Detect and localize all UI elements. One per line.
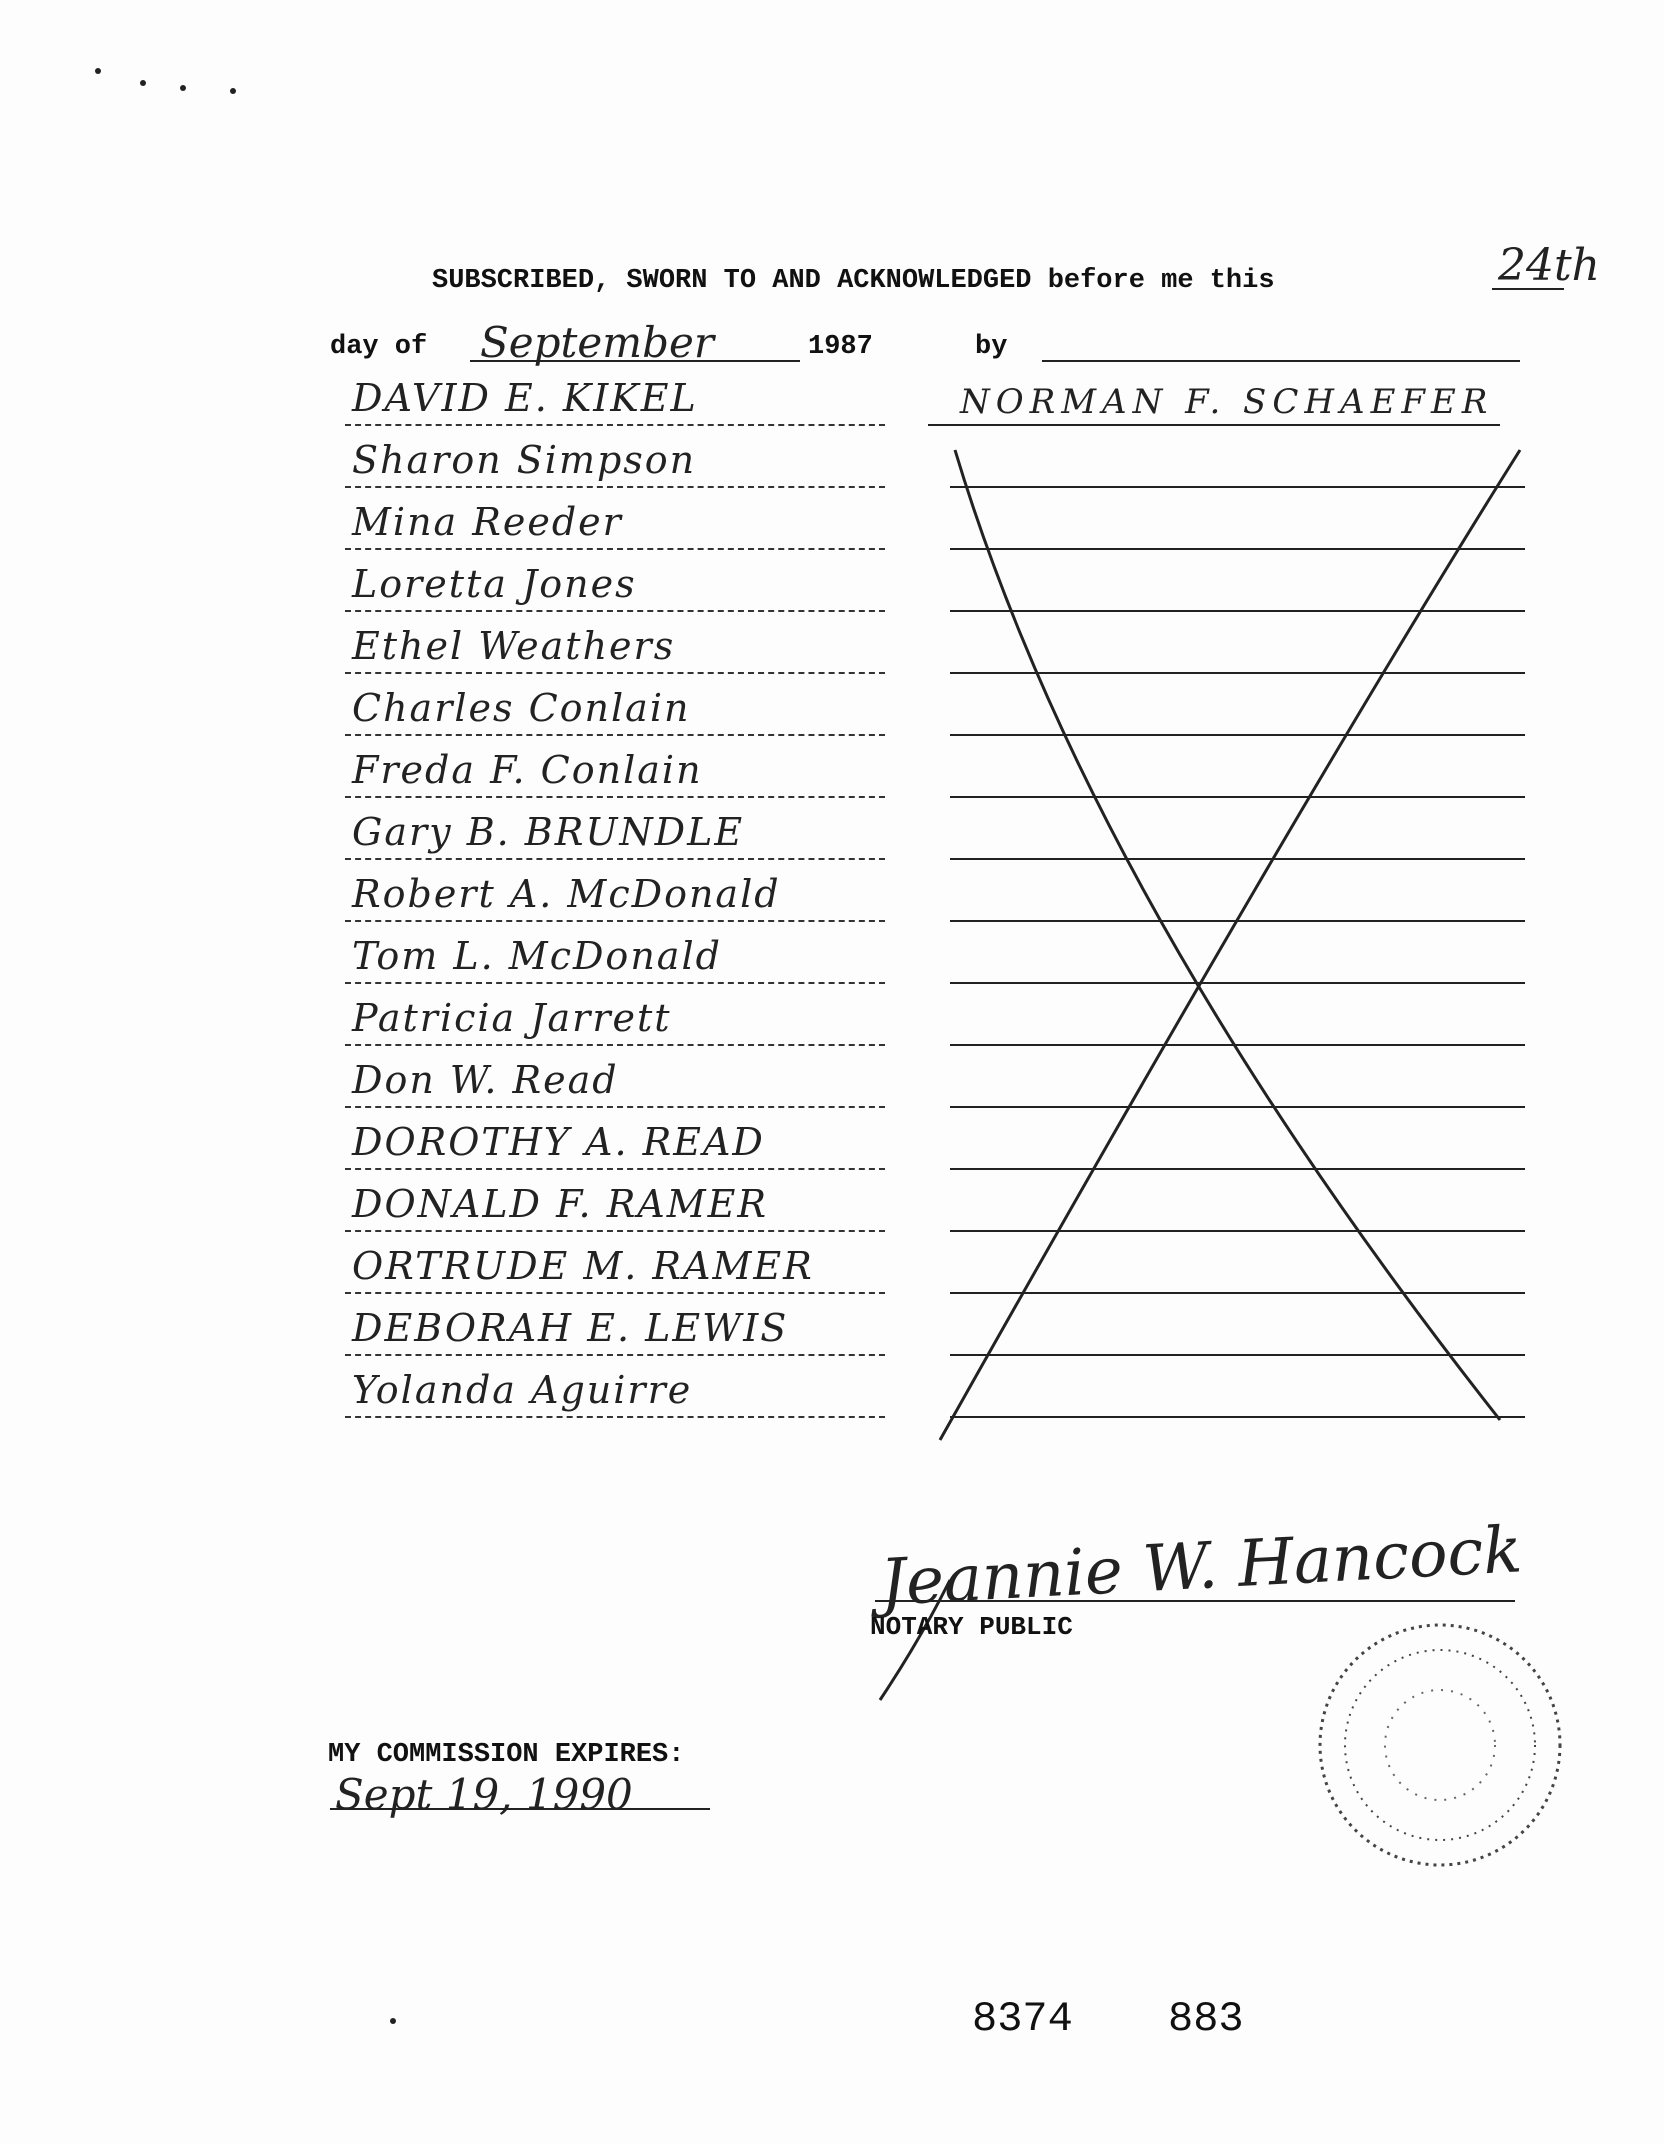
signature-left: DONALD F. RAMER xyxy=(352,1182,769,1226)
signature-left: Patricia Jarrett xyxy=(352,996,672,1040)
signature-left: Mina Reeder xyxy=(352,500,623,544)
commission-underline xyxy=(330,1808,710,1810)
day-of-label: day of xyxy=(330,332,428,362)
document-number-b: 883 xyxy=(1168,1995,1244,2043)
signature-left: Yolanda Aguirre xyxy=(352,1368,693,1412)
oath-statement: SUBSCRIBED, SWORN TO AND ACKNOWLEDGED before me this xyxy=(432,266,1275,296)
signature-left: DEBORAH E. LEWIS xyxy=(352,1306,789,1350)
commission-label: MY COMMISSION EXPIRES: xyxy=(328,1740,685,1770)
signature-left: ORTRUDE M. RAMER xyxy=(352,1244,814,1288)
document-number-a: 8374 xyxy=(972,1995,1073,2043)
signature-left: Charles Conlain xyxy=(352,686,691,730)
notary-public-label: NOTARY PUBLIC xyxy=(870,1612,1073,1642)
signature-left: Don W. Read xyxy=(352,1058,619,1102)
signature-left: Sharon Simpson xyxy=(352,438,697,482)
day-value: 24th xyxy=(1498,240,1601,291)
commission-date: Sept 19, 1990 xyxy=(335,1770,633,1819)
signature-right-1: NORMAN F. SCHAEFER xyxy=(960,382,1494,422)
signature-left: DAVID E. KIKEL xyxy=(352,376,698,420)
notary-signature: Jeannie W. Hancock xyxy=(878,1513,1524,1621)
by-label: by xyxy=(975,332,1008,362)
month-value: September xyxy=(480,318,714,367)
signature-left: Ethel Weathers xyxy=(352,624,676,668)
signature-left: Robert A. McDonald xyxy=(352,872,781,916)
notary-seal xyxy=(1300,1600,1580,1890)
signature-left: Gary B. BRUNDLE xyxy=(352,810,745,854)
signature-left: Tom L. McDonald xyxy=(352,934,722,978)
year-label: 1987 xyxy=(808,332,873,362)
signature-left: Loretta Jones xyxy=(352,562,637,606)
scan-speck xyxy=(390,2018,396,2024)
signature-left: DOROTHY A. READ xyxy=(352,1120,765,1164)
signature-left: Freda F. Conlain xyxy=(352,748,703,792)
